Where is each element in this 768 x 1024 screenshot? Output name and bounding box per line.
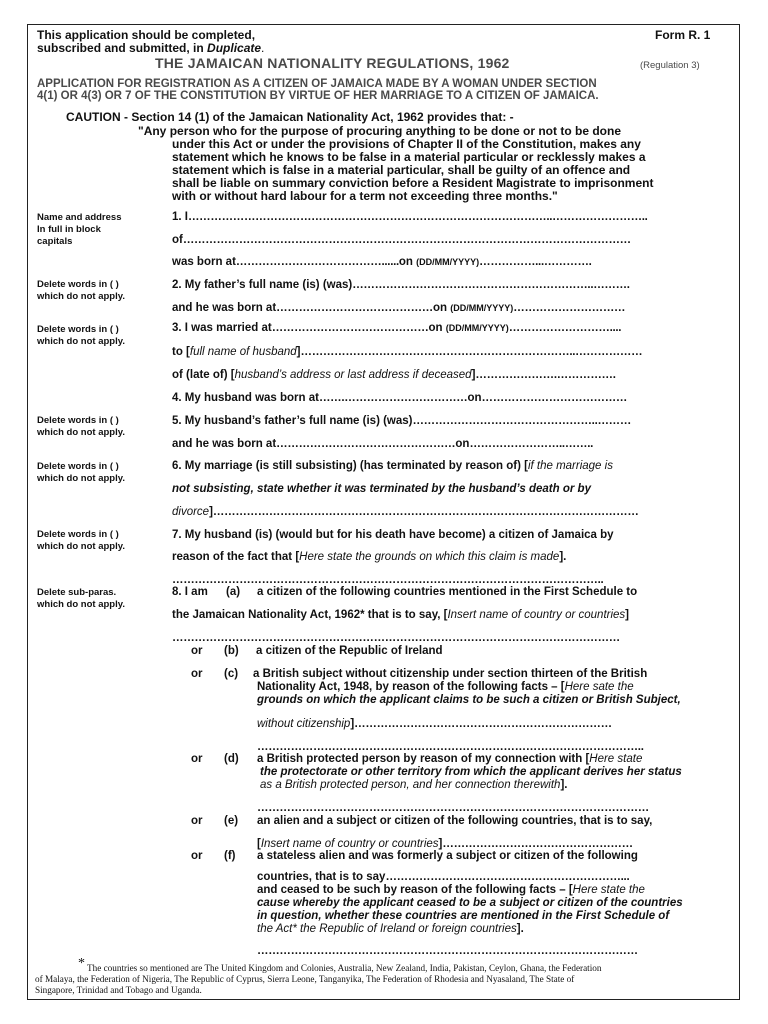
sub-para-e-label: (e) bbox=[224, 815, 239, 827]
field-husband-address[interactable]: of (late of) [husband’s address or last address if deceased]………………….……………. bbox=[172, 369, 616, 381]
field-citizenship-grounds[interactable]: …………………………………………………………………………………………………….. bbox=[172, 574, 604, 586]
field-cessation-facts[interactable]: ………………………………………………………………………………………… bbox=[257, 945, 638, 957]
question-7: 7. My husband (is) (would but for his death have become) a citizen of Jamaica by bbox=[172, 529, 614, 541]
field-birth-place-date[interactable]: was born at…………………………………......on (DD/MM/YYYY)……………...…………. bbox=[172, 256, 592, 268]
field-alien-countries[interactable]: [Insert name of country or countries]…………………………………………… bbox=[257, 838, 633, 850]
form-number: Form R. 1 bbox=[655, 28, 711, 42]
field-husband-father-name[interactable]: 5. My husband’s father’s full name (is) (was)…………………………………………..……… bbox=[172, 415, 632, 427]
field-marriage-place-date[interactable]: 3. I was married at……………………………………on (DD/MM/YYYY)……………………….... bbox=[172, 322, 622, 334]
sub-para-f-cont: and ceased to be such by reason of the following facts – [Here state the bbox=[257, 884, 645, 896]
sub-para-c-cont: Nationality Act, 1948, by reason of the following facts – [Here sate the bbox=[257, 681, 634, 693]
side-note-delete: Delete words in ( ) which do not apply. bbox=[37, 461, 125, 484]
regulation-ref: (Regulation 3) bbox=[640, 60, 700, 71]
sub-para-a-label: (a) bbox=[226, 586, 241, 598]
sub-para-c-label: (c) bbox=[224, 668, 239, 680]
or-label: or bbox=[191, 850, 203, 862]
sub-para-f-hint-3: the Act* the Republic of Ireland or foreign countries]. bbox=[257, 923, 524, 935]
sub-para-f-hint-2: in question, whether these countries are mentioned in the First Schedule of bbox=[257, 910, 670, 922]
footnote-line: The countries so mentioned are The United Kingdom and Colonies, Australia, New Zealand, India, Pakistan, Ceylon, Ghana, the Federation bbox=[87, 963, 602, 973]
question-8: 8. I am bbox=[172, 586, 208, 598]
side-note-delete: Delete words in ( ) which do not apply. bbox=[37, 279, 125, 302]
field-husband-name[interactable]: to [full name of husband]………………………………………………………………..……………… bbox=[172, 346, 643, 358]
side-note-subparas: Delete sub-paras. which do not apply. bbox=[37, 587, 125, 610]
field-address[interactable]: of………………………………………………………………………………………………………… bbox=[172, 234, 631, 246]
question-6: 6. My marriage (is still subsisting) (has terminated by reason of) [if the marriage is bbox=[172, 460, 613, 472]
side-note-name: Name and address In full in block capitals bbox=[37, 212, 122, 247]
field-husband-father-birth[interactable]: and he was born at…………………………………………on……………………..…….. bbox=[172, 438, 594, 450]
sub-para-f: a stateless alien and was formerly a subject or citizen of the following bbox=[257, 850, 638, 862]
field-schedule-countries[interactable]: ………………………………………………………………………………………………………… bbox=[172, 632, 621, 644]
footnote-line: of Malaya, the Federation of Nigeria, The Republic of Cyprus, Sierra Leone, Tanganyika, The Federation of Rhodesia and Nyasaland, The State of bbox=[35, 974, 575, 984]
sub-para-d-label: (d) bbox=[224, 753, 239, 765]
or-label: or bbox=[191, 668, 203, 680]
page-title: THE JAMAICAN NATIONALITY REGULATIONS, 1962 bbox=[155, 55, 510, 71]
field-british-subject-grounds[interactable]: without citizenship]…………………………………………………………… bbox=[257, 718, 612, 730]
field-british-subject-grounds-2[interactable]: ………………………………………………………………………………………….. bbox=[257, 741, 644, 753]
or-label: or bbox=[191, 815, 203, 827]
side-note-delete: Delete words in ( ) which do not apply. bbox=[37, 529, 125, 552]
sub-para-b: a citizen of the Republic of Ireland bbox=[256, 645, 443, 657]
caution-heading: CAUTION - Section 14 (1) of the Jamaican Nationality Act, 1962 provides that: - bbox=[66, 110, 514, 124]
field-father-birth[interactable]: and he was born at……………………………………on (DD/MM/YYYY)………………………… bbox=[172, 302, 626, 314]
side-note-delete: Delete words in ( ) which do not apply. bbox=[37, 324, 125, 347]
sub-para-d: a British protected person by reason of my connection with [Here state bbox=[257, 753, 643, 765]
sub-para-c: a British subject without citizenship under section thirteen of the British bbox=[253, 668, 648, 680]
question-6-hint: not subsisting, state whether it was terminated by the husband’s death or by bbox=[172, 483, 591, 495]
field-husband-birth[interactable]: 4. My husband was born at…….……………………………on………………………………… bbox=[172, 392, 628, 404]
sub-para-b-label: (b) bbox=[224, 645, 239, 657]
instruction-line-2: subscribed and submitted, in Duplicate. bbox=[37, 41, 265, 55]
caution-line: under this Act or under the provisions of Chapter II of the Constitution, makes any bbox=[172, 137, 641, 151]
sub-para-a-cont: the Jamaican Nationality Act, 1962* that is to say, [Insert name of country or countries] bbox=[172, 609, 630, 621]
sub-para-f-hint: cause whereby the applicant ceased to be a subject or citizen of the countries bbox=[257, 897, 683, 909]
subtitle-line-1: APPLICATION FOR REGISTRATION AS A CITIZEN OF JAMAICA MADE BY A WOMAN UNDER SECTION bbox=[37, 78, 597, 90]
footnote-line: Singapore, Trinidad and Tobago and Uganda. bbox=[35, 985, 202, 995]
or-label: or bbox=[191, 753, 203, 765]
side-note-delete: Delete words in ( ) which do not apply. bbox=[37, 415, 125, 438]
sub-para-d-hint: the protectorate or other territory from which the applicant derives her status bbox=[260, 766, 682, 778]
sub-para-d-hint-2: as a British protected person, and her connection therewith]. bbox=[260, 779, 568, 791]
sub-para-a: a citizen of the following countries mentioned in the First Schedule to bbox=[257, 586, 638, 598]
footnote-star: * bbox=[78, 956, 85, 971]
sub-para-f-label: (f) bbox=[224, 850, 236, 862]
field-stateless-countries[interactable]: countries, that is to say………………………………………………………... bbox=[257, 871, 630, 883]
sub-para-e: an alien and a subject or citizen of the following countries, that is to say, bbox=[257, 815, 653, 827]
sub-para-c-hint: grounds on which the applicant claims to be such a citizen or British Subject, bbox=[257, 694, 681, 706]
field-father-name[interactable]: 2. My father’s full name (is) (was)………………………………………………………..………. bbox=[172, 279, 630, 291]
caution-line: shall be liable on summary conviction before a Resident Magistrate to imprisonment bbox=[172, 176, 654, 190]
instruction-line-1: This application should be completed, bbox=[37, 28, 256, 42]
field-protectorate[interactable]: …………………………………………………………………………………………… bbox=[257, 802, 650, 814]
caution-line: "Any person who for the purpose of procuring anything to be done or not to be done bbox=[138, 124, 622, 138]
caution-line: statement which he knows to be false in a material particular or recklessly makes a bbox=[172, 150, 646, 164]
question-7-hint: reason of the fact that [Here state the grounds on which this claim is made]. bbox=[172, 551, 567, 563]
or-label: or bbox=[191, 645, 203, 657]
subtitle-line-2: 4(1) OR 4(3) OR 7 OF THE CONSTITUTION BY VIRTUE OF HER MARRIAGE TO A CITIZEN OF JAMAICA. bbox=[37, 90, 599, 102]
caution-line: with or without hard labour for a term not exceeding three months." bbox=[172, 189, 558, 203]
field-full-name[interactable]: 1. I……………………………………………………………………………………..…………………….. bbox=[172, 211, 648, 223]
field-marriage-status[interactable]: divorce]…………………………………………………………………………………………………… bbox=[172, 506, 639, 518]
caution-line: statement which is false in a material particular, shall be guilty of an offence and bbox=[172, 163, 631, 177]
